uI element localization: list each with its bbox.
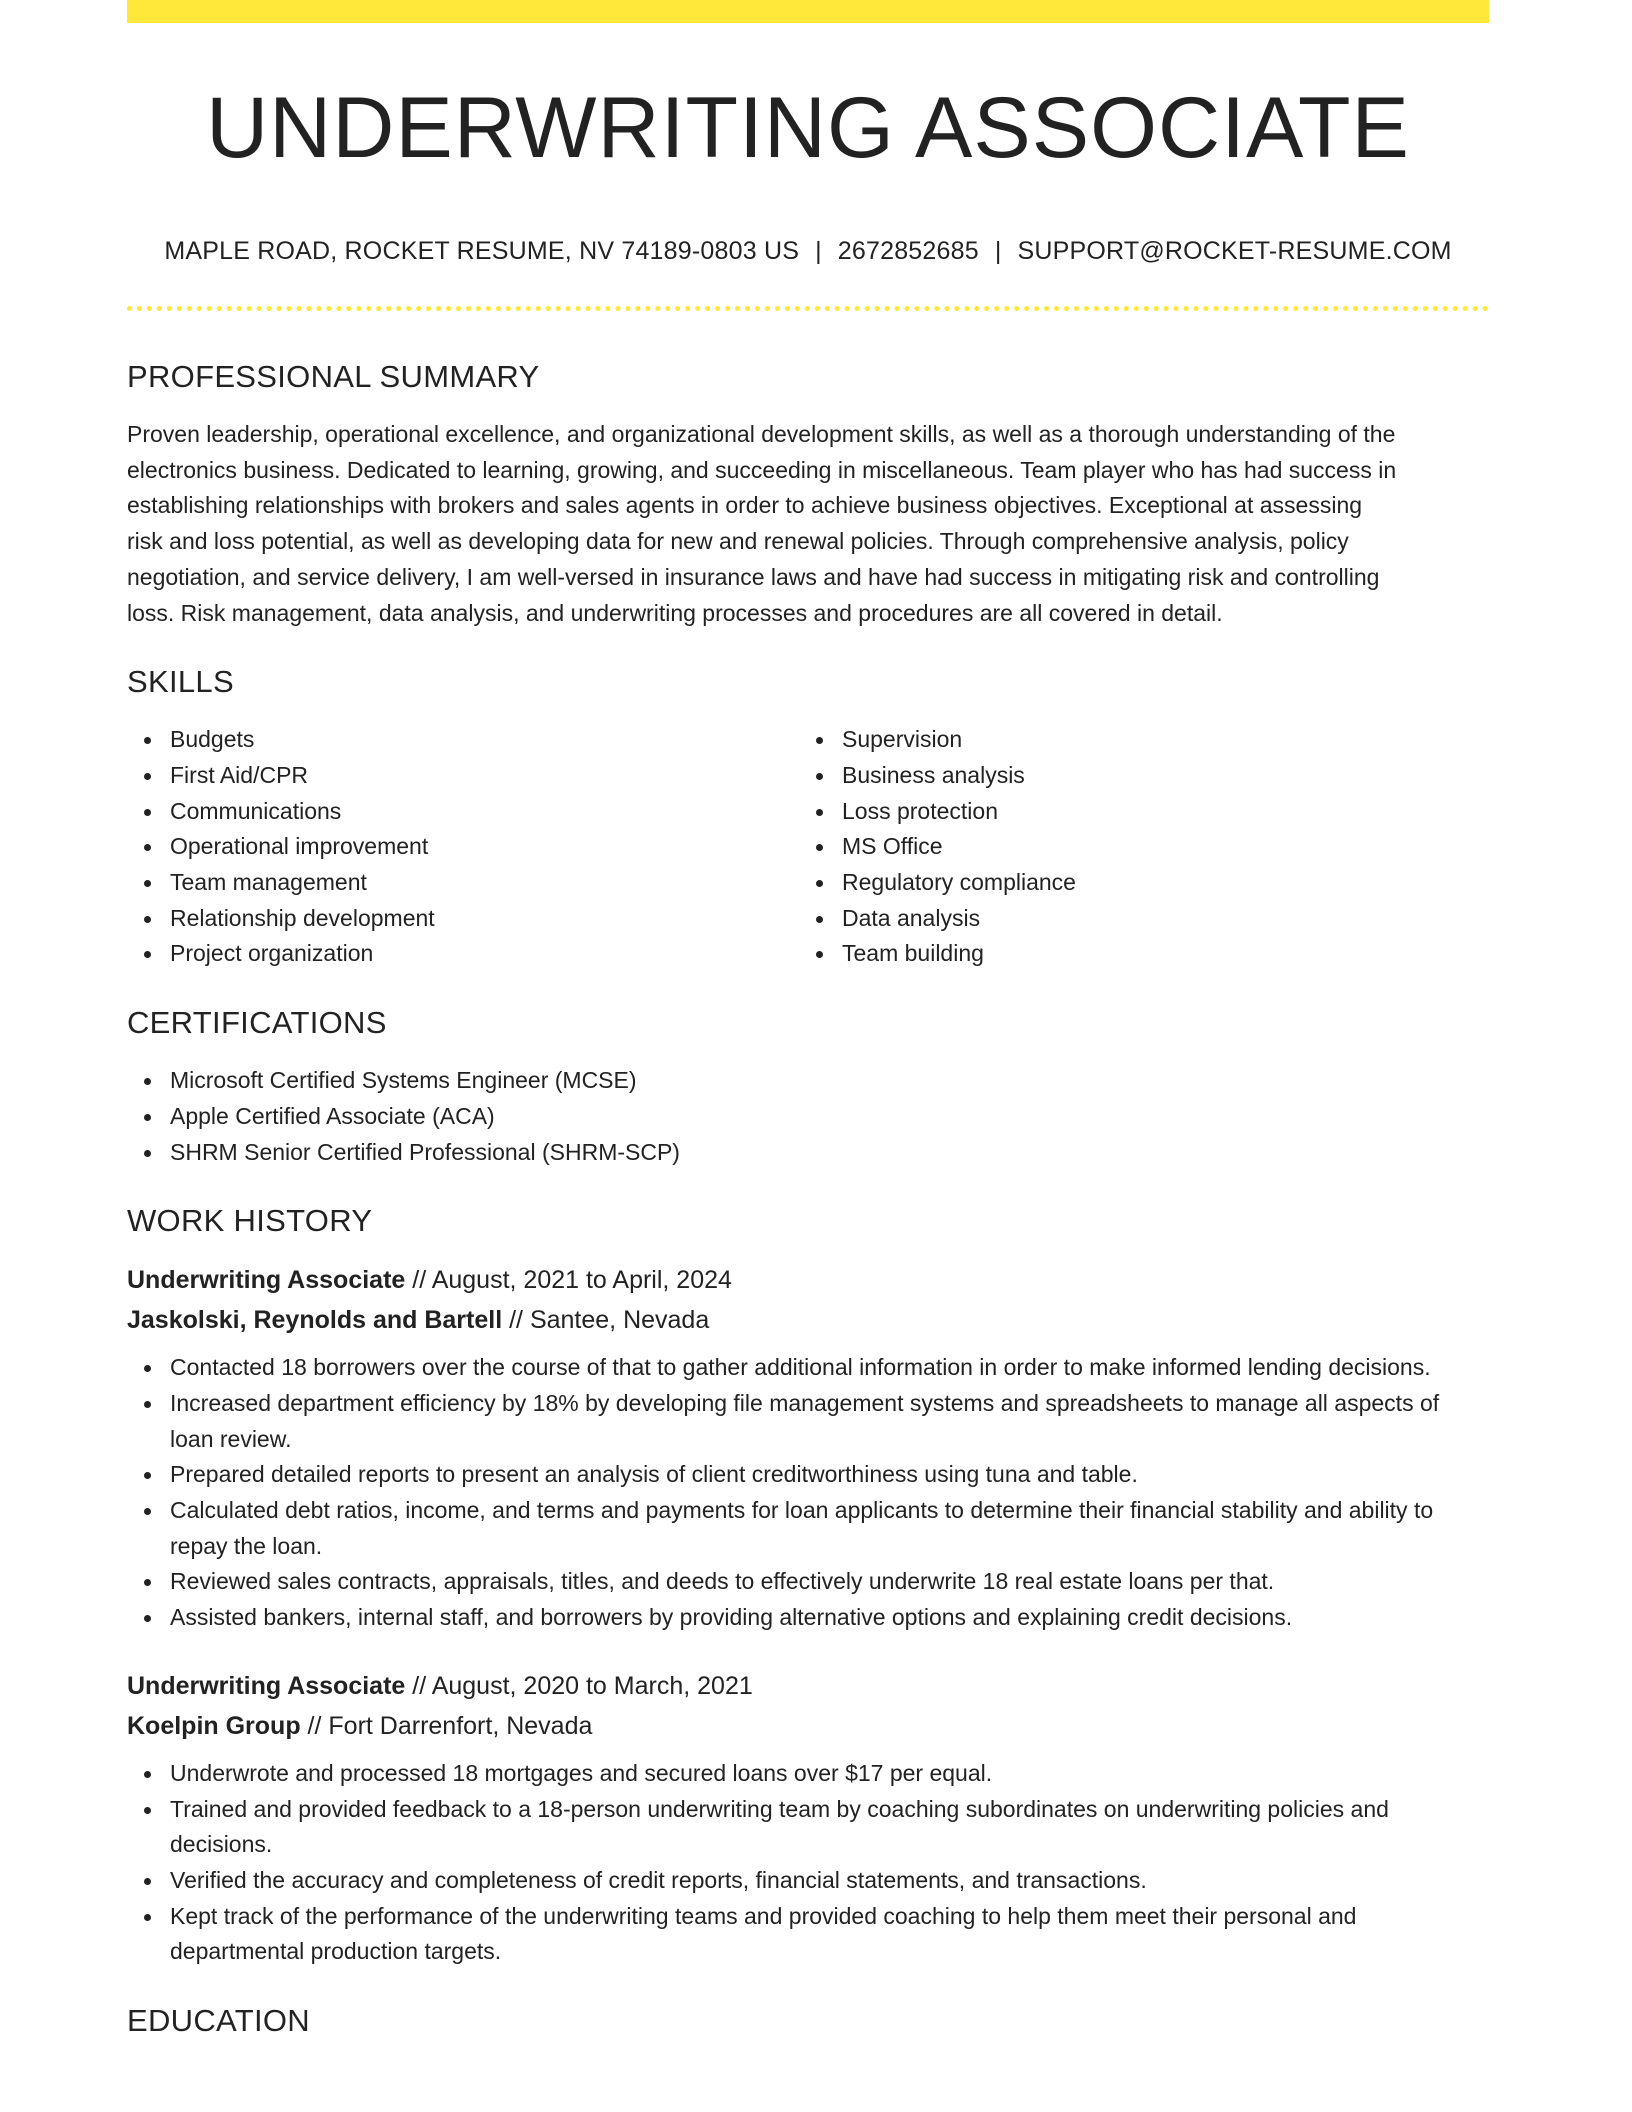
job-company: Koelpin Group: [127, 1711, 301, 1740]
job-bullet: Verified the accuracy and completeness of credit reports, financial statements, and transactions.: [170, 1863, 1489, 1899]
summary-line: risk and loss potential, as well as developing data for new and renewal policies. Through comprehensive analysis, policy: [127, 528, 1349, 555]
skill-item: Team building: [842, 936, 1471, 972]
summary-line: establishing relationships with brokers and sales agents in order to achieve business objectives. Exceptional at assessing: [127, 492, 1363, 519]
summary-line: loss. Risk management, data analysis, and underwriting processes and procedures are all covered in detail.: [127, 599, 1223, 626]
job-bullet: Assisted bankers, internal staff, and borrowers by providing alternative options and explaining credit decisions.: [170, 1600, 1489, 1636]
summary-paragraph: [127, 417, 1489, 631]
job-entry: [127, 1260, 1489, 1636]
skills-grid: [127, 722, 1489, 972]
skill-item: Loss protection: [842, 794, 1471, 830]
job-bullets: [127, 1350, 1489, 1636]
job-role-line: [127, 1666, 1489, 1706]
skill-item: Relationship development: [170, 901, 799, 937]
summary-heading: PROFESSIONAL SUMMARY: [127, 359, 540, 394]
certification-item: SHRM Senior Certified Professional (SHRM-SCP): [170, 1135, 1489, 1171]
education-heading: EDUCATION: [127, 2003, 310, 2039]
contact-address: MAPLE ROAD, ROCKET RESUME, NV 74189-0803 US: [164, 237, 800, 265]
skills-column-left: [127, 722, 799, 972]
contact-email: SUPPORT@ROCKET-RESUME.COM: [1017, 237, 1452, 265]
job-dates: // August, 2021 to April, 2024: [405, 1266, 732, 1295]
contact-phone: 2672852685: [837, 237, 979, 265]
job-bullet: Underwrote and processed 18 mortgages and secured loans over $17 per equal.: [170, 1756, 1489, 1792]
skill-item: MS Office: [842, 829, 1471, 865]
summary-line: electronics business. Dedicated to learning, growing, and succeeding in miscellaneous. Team player who has had success in: [127, 456, 1397, 483]
job-bullet: Increased department efficiency by 18% by developing file management systems and spreadsheets to manage all aspects of loan review.: [170, 1386, 1489, 1457]
job-bullet: Calculated debt ratios, income, and terms and payments for loan applicants to determine their financial stability and ability to repay the loan.: [170, 1493, 1489, 1564]
skill-item: Team management: [170, 865, 799, 901]
skills-heading: SKILLS: [127, 664, 234, 700]
job-location: // Santee, Nevada: [502, 1306, 710, 1335]
job-role: Underwriting Associate: [127, 1266, 406, 1295]
job-role: Underwriting Associate: [127, 1671, 406, 1700]
summary-line: negotiation, and service delivery, I am well-versed in insurance laws and have had success in mitigating risk and controlling: [127, 563, 1380, 590]
skill-item: Communications: [170, 794, 799, 830]
skill-item: Budgets: [170, 722, 799, 758]
job-bullet: Reviewed sales contracts, appraisals, titles, and deeds to effectively underwrite 18 real estate loans per that.: [170, 1564, 1489, 1600]
skill-item: First Aid/CPR: [170, 758, 799, 794]
candidate-name: UNDERWRITING ASSOCIATE: [206, 80, 1410, 176]
work-history-heading: WORK HISTORY: [127, 1203, 373, 1239]
job-bullet: Kept track of the performance of the underwriting teams and provided coaching to help them meet their personal and departmental production targets.: [170, 1899, 1489, 1970]
job-bullet: Contacted 18 borrowers over the course of that to gather additional information in order to make informed lending decisions.: [170, 1350, 1489, 1386]
skill-item: Regulatory compliance: [842, 865, 1471, 901]
job-bullet: Prepared detailed reports to present an analysis of client creditworthiness using tuna and table.: [170, 1457, 1489, 1493]
job-company-line: [127, 1300, 1489, 1340]
accent-top-bar: [127, 0, 1489, 23]
job-company-line: [127, 1706, 1489, 1746]
contact-separator: |: [994, 237, 1002, 265]
skills-list-left: [127, 722, 799, 972]
certifications-list: [127, 1063, 1489, 1170]
job-location: // Fort Darrenfort, Nevada: [300, 1711, 593, 1740]
certification-item: Apple Certified Associate (ACA): [170, 1099, 1489, 1135]
skills-list-right: [799, 722, 1471, 972]
dotted-divider: [127, 306, 1489, 311]
job-entry: [127, 1666, 1489, 1970]
certification-item: Microsoft Certified Systems Engineer (MCSE): [170, 1063, 1489, 1099]
job-bullet: Trained and provided feedback to a 18-person underwriting team by coaching subordinates on underwriting policies and decisions.: [170, 1792, 1489, 1863]
skill-item: Data analysis: [842, 901, 1471, 937]
skill-item: Supervision: [842, 722, 1471, 758]
job-role-line: [127, 1260, 1489, 1300]
skill-item: Business analysis: [842, 758, 1471, 794]
resume-content: [127, 0, 1489, 2039]
contact-line: [127, 239, 1489, 264]
contact-separator: |: [815, 237, 822, 265]
job-bullets: [127, 1756, 1489, 1970]
skill-item: Project organization: [170, 936, 799, 972]
skill-item: Operational improvement: [170, 829, 799, 865]
job-dates: // August, 2020 to March, 2021: [405, 1671, 753, 1700]
skills-column-right: [799, 722, 1471, 972]
job-company: Jaskolski, Reynolds and Bartell: [127, 1306, 503, 1335]
certifications-heading: CERTIFICATIONS: [127, 1005, 387, 1041]
summary-line: Proven leadership, operational excellence, and organizational development skills, as well as a thorough understanding of the: [127, 421, 1396, 447]
